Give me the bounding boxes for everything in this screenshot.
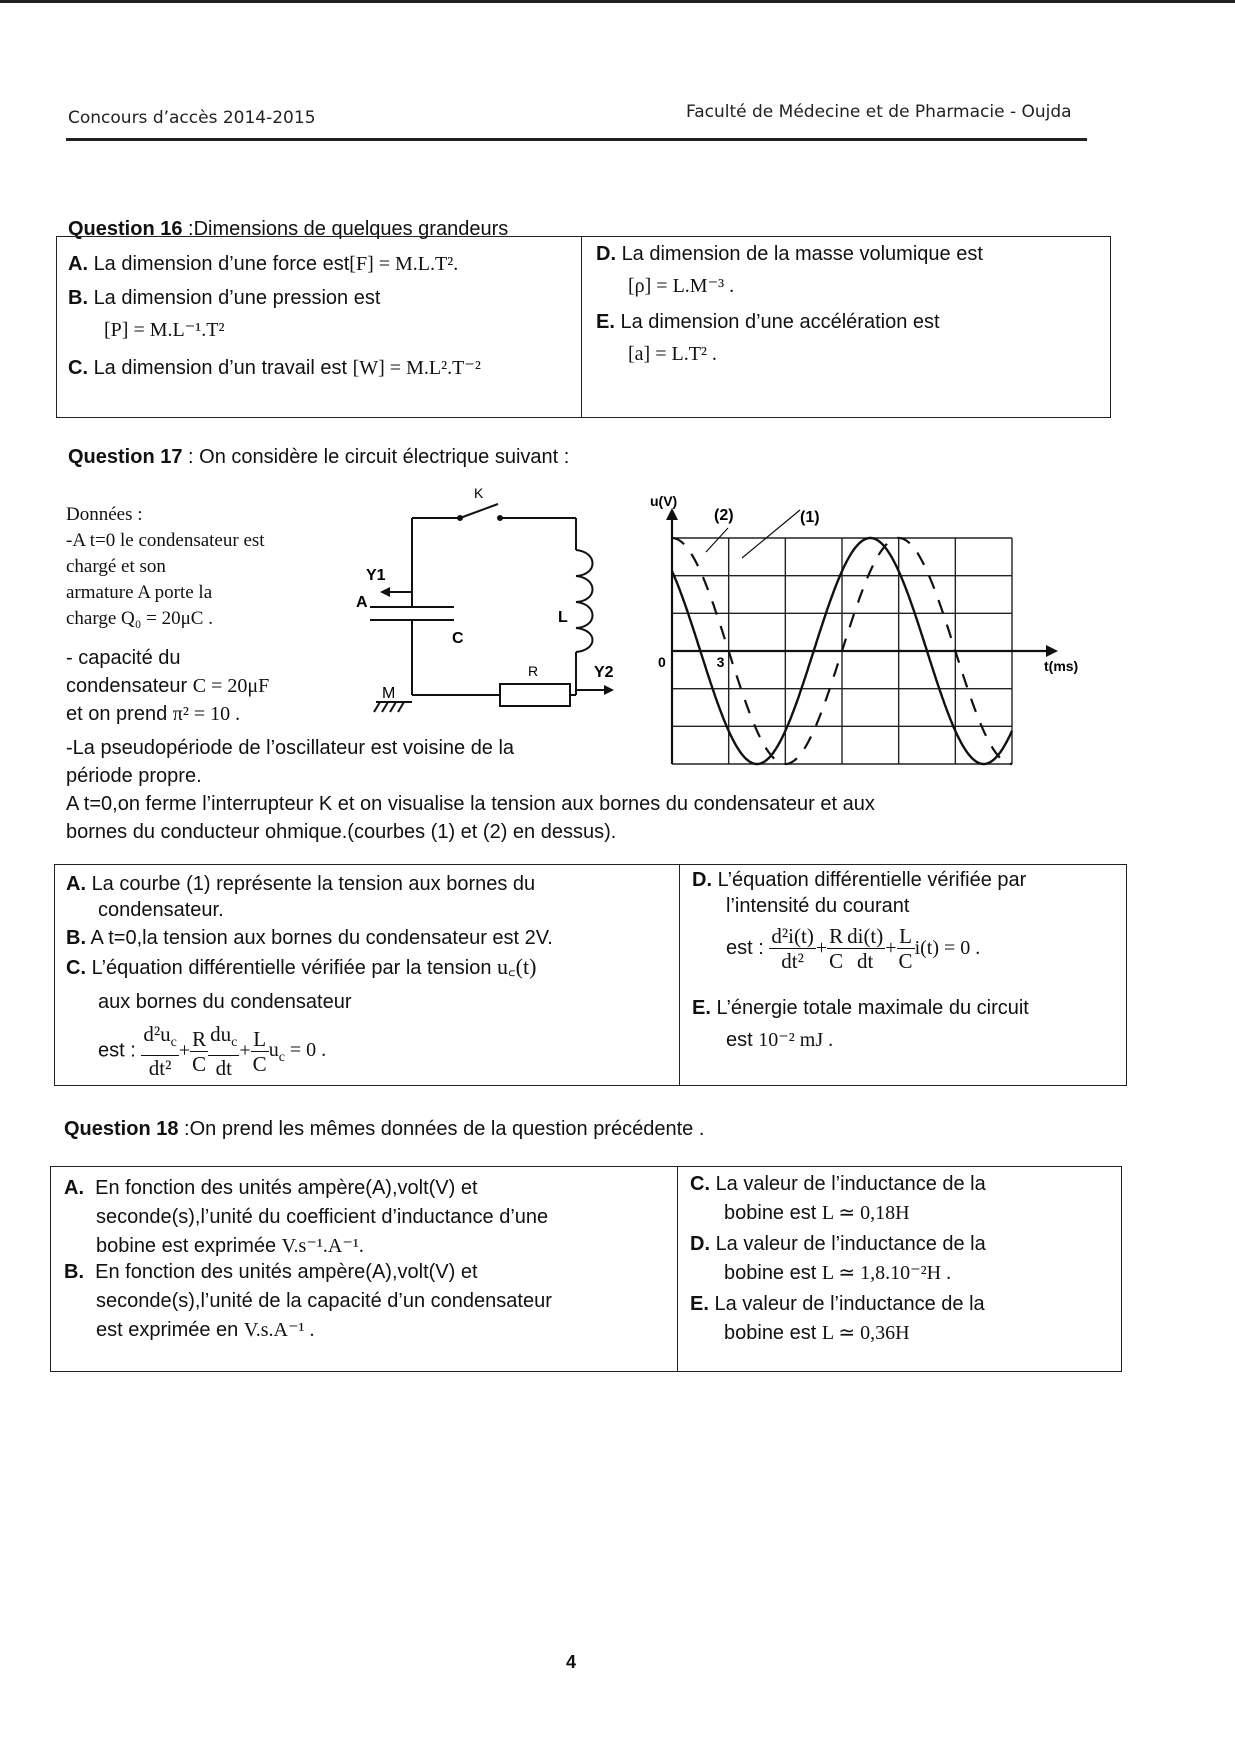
q16-option-a: A. La dimension d’une force est[F] = M.L.T².	[68, 253, 459, 275]
q16-option-b-formula: [P] = M.L⁻¹.T²	[104, 319, 225, 341]
header-right: Faculté de Médecine et de Pharmacie - Oujda	[686, 102, 1072, 122]
q16-title-text: :Dimensions de quelques grandeurs	[188, 218, 509, 240]
circuit-label-m: M	[382, 685, 396, 702]
chart-xlabel: t(ms)	[1044, 658, 1079, 674]
y-axis-arrow	[666, 508, 678, 520]
q17-option-c: C. L’équation différentielle vérifiée par la tension u꜀(t)	[66, 954, 537, 979]
oscilloscope-chart	[640, 488, 1120, 770]
q18-option-a: A. En fonction des unités ampère(A),volt(V) et seconde(s),l’unité du coefficient d’inductance d’une bobine est exprimée V.s⁻¹.A⁻¹.	[64, 1177, 549, 1257]
q17-option-e: E. L’énergie totale maximale du circuit	[692, 997, 1029, 1019]
q17-text: -La pseudopériode de l’oscillateur est voisine de la période propre. A t=0,on ferme l’interrupteur K et on visualise la tension aux bornes du condensateur et aux bornes du conducteur ohmique.(courbes (1) et (2) en dessus).	[66, 737, 875, 843]
q17-option-d-cont: l’intensité du courant	[726, 895, 910, 917]
q16-option-d-formula: [ρ] = L.M⁻³ .	[628, 275, 735, 297]
q17-donnees-capacite: - capacité du condensateur C = 20μF et on prend π² = 10 .	[66, 647, 270, 725]
series-2-label: (2)	[714, 507, 734, 524]
q16-label: Question 16	[68, 218, 183, 240]
circuit-label-r: R	[528, 663, 539, 679]
q16-option-d: D. La dimension de la masse volumique est	[596, 243, 983, 265]
q17-donnees: Données : -A t=0 le condensateur est chargé et son armature A porte la charge Q₀ = 20μC .	[66, 504, 265, 629]
q16-option-b: B. La dimension d’une pression est	[68, 287, 381, 309]
q17-label: Question 17	[68, 446, 183, 468]
q18-option-d: D. La valeur de l’inductance de la bobine est L ≃ 1,8.10⁻²H .	[690, 1233, 986, 1284]
q17-option-e-cont: est 10⁻² mJ .	[726, 1029, 834, 1051]
circuit-label-c: C	[452, 630, 464, 647]
q16-option-e: E. La dimension d’une accélération est	[596, 311, 940, 333]
x-axis-arrow	[1046, 645, 1058, 657]
q17-title-text: : On considère le circuit électrique suivant :	[188, 446, 570, 468]
series-2-pointer	[706, 528, 728, 552]
q17-option-c-equation: est : $\frac{d^2u_c}{\text{dt²}}$ + $\frac{R}{C}$ $\frac{du_c}{dt}$ + $\frac{L}{C}$ $u_c = 0$ .	[98, 1022, 327, 1081]
chart-ylabel: u(V)	[650, 493, 678, 509]
q17-option-d: D. L’équation différentielle vérifiée par	[692, 869, 1027, 891]
rlc-circuit-diagram	[340, 480, 630, 720]
q17-option-d-equation: est : $\frac{\text{d²i(t)}}{\text{dt²}}$ + $\frac{R}{C}$ $\frac{di(t)}{dt}$ + $\frac{L}{C}$ i(t) = 0 .	[726, 924, 981, 973]
q17-option-b: B. A t=0,la tension aux bornes du condensateur est 2V.	[66, 927, 553, 949]
q17-option-a-cont: condensateur.	[98, 899, 224, 921]
q18-option-e: E. La valeur de l’inductance de la bobine est L ≃ 0,36H	[690, 1293, 985, 1344]
circuit-label-y1: Y1	[366, 567, 386, 584]
chart-tick-label: 3	[716, 654, 725, 670]
header-left: Concours d’accès 2014-2015	[68, 108, 316, 128]
series-1-pointer	[742, 510, 800, 558]
q18-option-c: C. La valeur de l’inductance de la bobine est L ≃ 0,18H	[690, 1173, 986, 1224]
q18-label: Question 18	[64, 1118, 179, 1140]
circuit-label-a: A	[356, 594, 368, 611]
series-1-label: (1)	[800, 509, 820, 526]
header-rule	[66, 138, 1087, 141]
q17-option-c-cont: aux bornes du condensateur	[98, 991, 352, 1013]
page-number: 4	[566, 1652, 577, 1672]
q18-option-b: B. En fonction des unités ampère(A),volt(V) et seconde(s),l’unité de la capacité d’un condensateur est exprimée en V.s.A⁻¹ .	[64, 1261, 552, 1341]
q16-option-e-formula: [a] = L.T² .	[628, 343, 717, 365]
circuit-label-k: K	[474, 485, 484, 501]
circuit-label-y2: Y2	[594, 664, 614, 681]
chart-origin-label: 0	[658, 654, 666, 670]
circuit-label-l: L	[558, 609, 568, 626]
q16-option-c: C. La dimension d’un travail est [W] = M.L².T⁻²	[68, 357, 481, 379]
q17-title	[68, 446, 569, 469]
q18-title-text: :On prend les mêmes données de la question précédente .	[184, 1118, 705, 1140]
q18-title	[64, 1118, 704, 1141]
q17-option-a: A. La courbe (1) représente la tension aux bornes du	[66, 873, 536, 895]
top-edge-line	[0, 0, 1235, 3]
